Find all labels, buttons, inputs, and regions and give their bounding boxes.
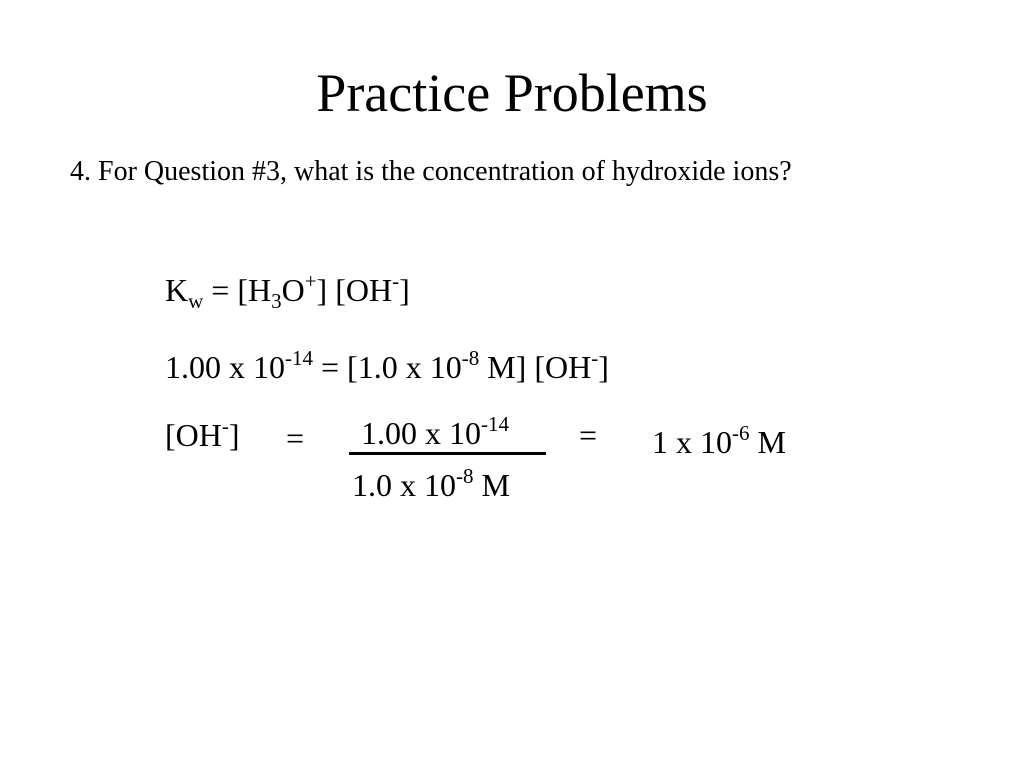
equals-sign-1: = bbox=[286, 420, 305, 456]
h3-subscript: 3 bbox=[271, 289, 282, 313]
kw-k: K bbox=[165, 272, 189, 308]
fraction-bar bbox=[349, 452, 546, 455]
fraction-numerator bbox=[361, 413, 509, 453]
oh-lhs-close: ] bbox=[228, 417, 240, 453]
denominator-exponent: -8 bbox=[456, 464, 474, 488]
numerator-base: 1.00 x 10 bbox=[361, 415, 481, 451]
oh-lhs bbox=[165, 415, 240, 455]
result-exponent: -6 bbox=[732, 421, 750, 445]
result-base: 1 x 10 bbox=[652, 424, 732, 460]
h3o-value-exponent: -8 bbox=[461, 346, 480, 370]
oh-charge: - bbox=[591, 346, 599, 370]
kw-value-exponent: -14 bbox=[285, 346, 313, 370]
denominator-base: 1.0 x 10 bbox=[352, 467, 456, 503]
oh-lhs-open: [OH bbox=[165, 417, 222, 453]
result-value bbox=[652, 422, 786, 462]
kw-equation bbox=[165, 269, 410, 313]
equals-sign-2: = bbox=[579, 417, 598, 453]
result-unit: M bbox=[749, 424, 786, 460]
kw-oh-open: ] [OH bbox=[316, 272, 393, 308]
kw-o: O bbox=[281, 272, 305, 308]
fraction-denominator bbox=[352, 465, 510, 505]
hydroxide-charge: - bbox=[392, 269, 400, 293]
kw-equals-h: = [H bbox=[203, 272, 272, 308]
hydronium-charge: + bbox=[304, 269, 317, 293]
substitution-equation bbox=[165, 347, 609, 387]
slide-title: Practice Problems bbox=[316, 63, 708, 123]
question-text: 4. For Question #3, what is the concentration of hydroxide ions? bbox=[70, 156, 792, 187]
kw-value-base: 1.00 x 10 bbox=[165, 349, 285, 385]
h3o-value-base: = [1.0 x 10 bbox=[313, 349, 462, 385]
denominator-unit: M bbox=[473, 467, 510, 503]
line2-close: ] bbox=[598, 349, 609, 385]
kw-close: ] bbox=[399, 272, 410, 308]
h3o-unit-oh: M] [OH bbox=[479, 349, 592, 385]
numerator-exponent: -14 bbox=[481, 412, 509, 436]
kw-subscript: w bbox=[188, 289, 204, 313]
oh-lhs-charge: - bbox=[221, 414, 229, 438]
